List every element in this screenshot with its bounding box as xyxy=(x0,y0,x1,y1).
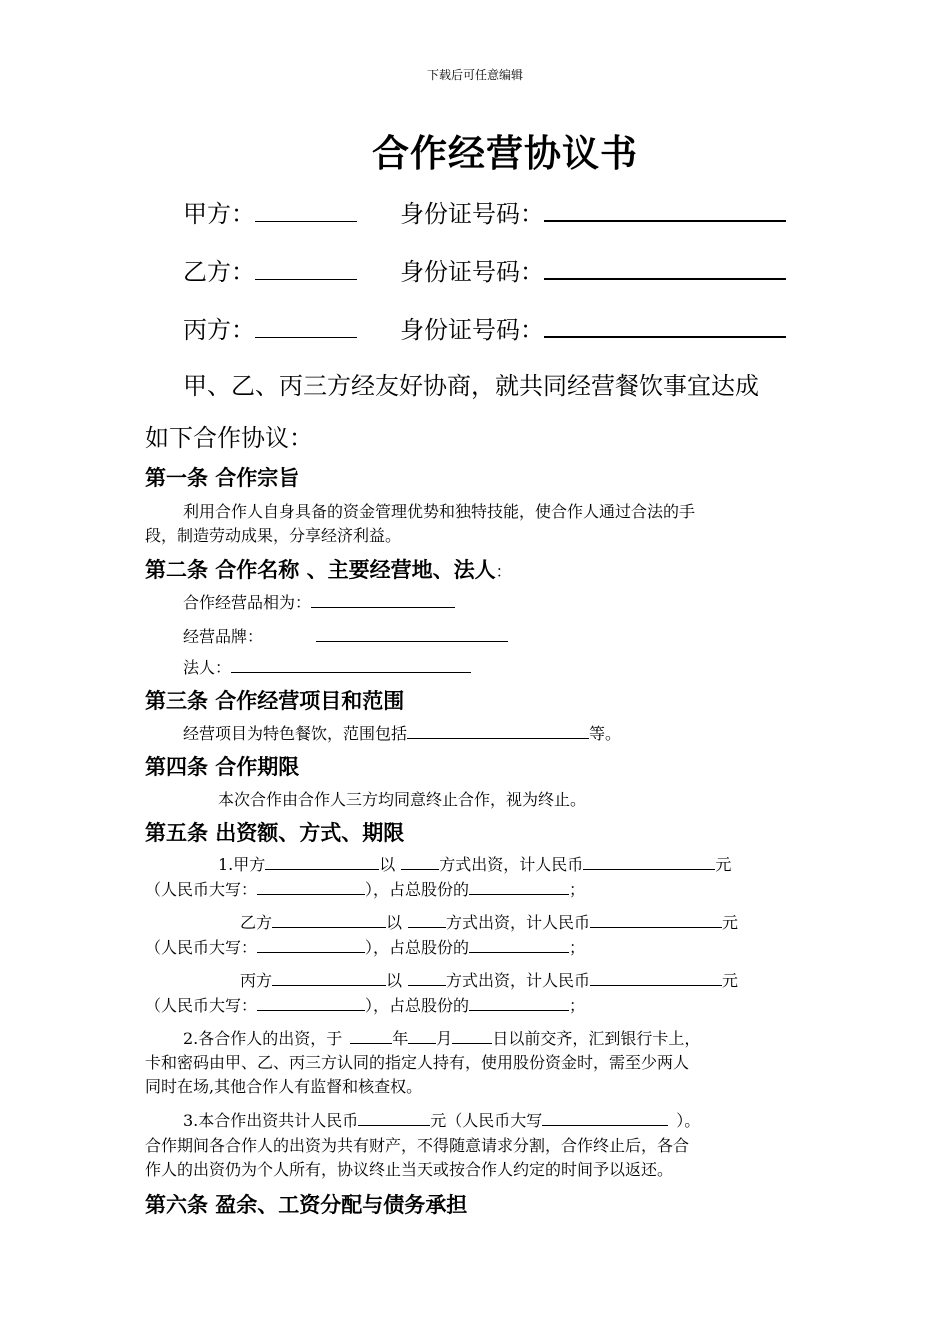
method-label: 方式出资，计人民币 xyxy=(446,971,591,990)
legal-row xyxy=(183,655,471,678)
with-label: 以 xyxy=(386,971,403,990)
article-3-text-a: 经营项目为特色餐饮，范围包括 xyxy=(183,724,408,743)
id-number-blank[interactable] xyxy=(544,195,786,222)
intro-line-1: 甲、乙、丙三方经友好协商，就共同经营餐饮事宜达成 xyxy=(183,372,759,400)
id-number-blank[interactable] xyxy=(544,311,786,338)
method-blank[interactable] xyxy=(408,910,446,928)
party-label: 甲方： xyxy=(183,200,255,228)
article-3-heading: 第三条 合作经营项目和范围 xyxy=(145,688,405,713)
investor-amount-blank[interactable] xyxy=(272,910,386,928)
share-blank[interactable] xyxy=(469,935,569,953)
article-6-heading: 第六条 盈余、工资分配与债务承担 xyxy=(145,1192,468,1217)
capital-words-blank[interactable] xyxy=(257,993,365,1011)
document-title: 合作经营协议书 xyxy=(372,131,638,175)
item-3-line-1 xyxy=(183,1108,700,1131)
item-2-line-1 xyxy=(183,1026,700,1049)
article-1-heading: 第一条 合作宗旨 xyxy=(145,465,300,490)
party-row-c xyxy=(183,310,357,345)
id-row-a xyxy=(400,194,786,229)
semicolon: ； xyxy=(569,938,586,957)
day-label: 日以前交齐，汇到银行卡上， xyxy=(492,1029,701,1048)
party-label: 丙方： xyxy=(183,316,255,344)
item-3-text-b: 元（人民币大写 xyxy=(430,1111,543,1130)
item-3-text-a: 3.本合作出资共计人民币 xyxy=(183,1111,359,1130)
article-3-text-b: 等。 xyxy=(589,724,622,743)
item-2-line-2: 卡和密码由甲、乙、丙三方认同的指定人持有，使用股份资金时，需至少两人 xyxy=(145,1053,690,1072)
with-label: 以 xyxy=(386,913,403,932)
item-3-line-3: 作人的出资仍为个人所有，协议终止当天或按合作人约定的时间予以返还。 xyxy=(145,1160,674,1179)
method-blank[interactable] xyxy=(401,852,439,870)
brand-name-row xyxy=(183,590,455,613)
article-2-heading-tail: ： xyxy=(495,562,512,581)
share-blank[interactable] xyxy=(469,993,569,1011)
rmb-amount-blank[interactable] xyxy=(583,852,715,870)
scope-blank[interactable] xyxy=(407,721,589,739)
article-1-line-2: 段，制造劳动成果，分享经济利益。 xyxy=(145,526,402,545)
header-note: 下载后可任意编辑 xyxy=(426,68,523,82)
month-blank[interactable] xyxy=(408,1026,436,1044)
yuan-label: 元 xyxy=(722,913,739,932)
investor-capital-row-c xyxy=(145,993,585,1016)
id-label: 身份证号码： xyxy=(400,200,544,228)
legal-label: 法人： xyxy=(183,658,232,677)
share-label: ），占总股份的 xyxy=(365,938,470,957)
article-5-heading: 第五条 出资额、方式、期限 xyxy=(145,820,405,845)
investor-capital-row-b xyxy=(145,935,585,958)
party-name-blank[interactable] xyxy=(255,196,357,222)
investor-name: 丙方 xyxy=(240,971,273,990)
yuan-label: 元 xyxy=(722,971,739,990)
with-label: 以 xyxy=(379,855,396,874)
id-row-b xyxy=(400,252,786,287)
intro-line-2: 如下合作协议： xyxy=(145,424,313,452)
capital-label: （人民币大写： xyxy=(145,996,258,1015)
semicolon: ； xyxy=(569,996,586,1015)
method-label: 方式出资，计人民币 xyxy=(446,913,591,932)
share-label: ），占总股份的 xyxy=(365,996,470,1015)
party-row-a xyxy=(183,194,357,229)
article-4-heading: 第四条 合作期限 xyxy=(145,754,300,779)
investor-row-b xyxy=(240,910,738,933)
party-name-blank[interactable] xyxy=(255,254,357,280)
investor-name: 1.甲方 xyxy=(218,855,266,874)
party-name-blank[interactable] xyxy=(255,312,357,338)
semicolon: ； xyxy=(569,880,586,899)
investor-row-a xyxy=(218,852,731,875)
legal-person-blank[interactable] xyxy=(231,655,471,673)
brand-label: 经营品牌： xyxy=(183,627,264,646)
article-3-text xyxy=(183,721,621,744)
share-label: ），占总股份的 xyxy=(365,880,470,899)
year-label: 年 xyxy=(392,1029,409,1048)
item-2-line-3: 同时在场,其他合作人有监督和核查权。 xyxy=(145,1077,423,1096)
month-label: 月 xyxy=(436,1029,453,1048)
brand-name-label: 合作经营品相为： xyxy=(183,593,312,612)
brand-row xyxy=(183,624,263,647)
id-label: 身份证号码： xyxy=(400,258,544,286)
party-row-b xyxy=(183,252,357,287)
day-blank[interactable] xyxy=(452,1026,492,1044)
capital-words-blank[interactable] xyxy=(257,877,365,895)
article-2-heading xyxy=(145,554,512,584)
method-blank[interactable] xyxy=(408,968,446,986)
article-4-text: 本次合作由合作人三方均同意终止合作，视为终止。 xyxy=(218,790,587,809)
investor-row-c xyxy=(240,968,738,991)
id-row-c xyxy=(400,310,786,345)
investor-amount-blank[interactable] xyxy=(265,852,379,870)
method-label: 方式出资，计人民币 xyxy=(439,855,584,874)
brand-name-blank[interactable] xyxy=(311,590,455,608)
year-blank[interactable] xyxy=(350,1026,392,1044)
yuan-label: 元 xyxy=(715,855,732,874)
article-2-heading-text: 第二条 合作名称 、主要经营地、法人 xyxy=(145,557,496,582)
capital-words-blank[interactable] xyxy=(257,935,365,953)
total-amount-blank[interactable] xyxy=(358,1108,430,1126)
capital-label: （人民币大写： xyxy=(145,880,258,899)
rmb-amount-blank[interactable] xyxy=(590,910,722,928)
id-label: 身份证号码： xyxy=(400,316,544,344)
brand-blank[interactable] xyxy=(316,624,508,642)
item-3-line-2: 合作期间各合作人的出资为共有财产，不得随意请求分割，合作终止后，各合 xyxy=(145,1136,690,1155)
total-words-blank[interactable] xyxy=(542,1108,668,1126)
investor-amount-blank[interactable] xyxy=(272,968,386,986)
article-1-line-1: 利用合作人自身具备的资金管理优势和独特技能，使合作人通过合法的手 xyxy=(183,502,696,521)
item-3-text-c: ）。 xyxy=(676,1111,701,1130)
investor-name: 乙方 xyxy=(240,913,273,932)
rmb-amount-blank[interactable] xyxy=(590,968,722,986)
capital-label: （人民币大写： xyxy=(145,938,258,957)
investor-capital-row-a xyxy=(145,877,585,900)
id-number-blank[interactable] xyxy=(544,253,786,280)
party-label: 乙方： xyxy=(183,258,255,286)
share-blank[interactable] xyxy=(469,877,569,895)
item-2-text-a: 2.各合作人的出资，于 xyxy=(183,1029,343,1048)
